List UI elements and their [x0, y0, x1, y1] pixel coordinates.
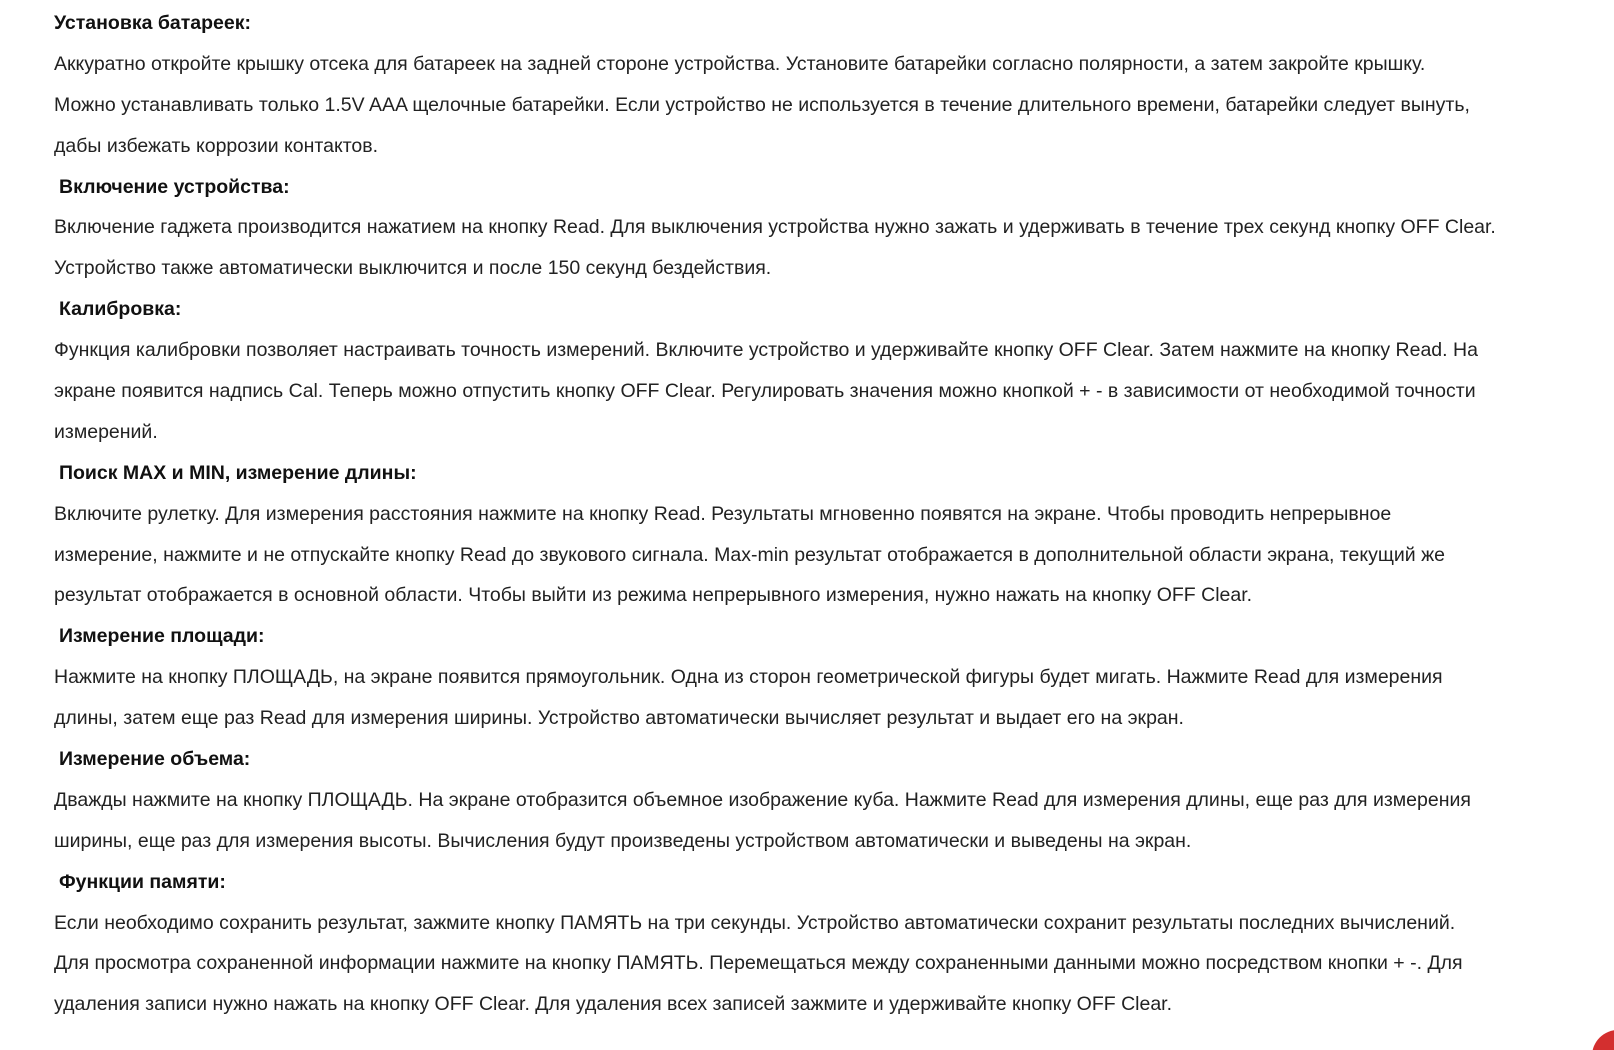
- section-heading: Установка батареек:: [54, 12, 251, 34]
- paragraph-line: Устройство также автоматически выключится и после 150 секунд бездействия.: [54, 257, 772, 280]
- paragraph-line: Дважды нажмите на кнопку ПЛОЩАДЬ. На экране отобразится объемное изображение куба. Нажмите Read для измерения длины, еще раз для измерения: [54, 788, 1471, 811]
- paragraph-line: Включение гаджета производится нажатием на кнопку Read. Для выключения устройства нужно зажать и удерживать в течение трех секунд кнопку OFF Clear.: [54, 216, 1496, 239]
- section-area-measurement: [54, 616, 1614, 739]
- paragraph-line: удаления записи нужно нажать на кнопку OFF Clear. Для удаления всех записей зажмите и удерживайте кнопку OFF Clear.: [54, 993, 1173, 1016]
- section-power-on: [54, 167, 1614, 290]
- paragraph-line: Аккуратно откройте крышку отсека для батареек на задней стороне устройства. Установите батарейки согласно полярности, а затем закройте крышку.: [54, 52, 1426, 75]
- paragraph-line: экране появится надпись Cal. Теперь можно отпустить кнопку OFF Clear. Регулировать значения можно кнопкой + - в зависимости от необходимой точности: [54, 380, 1476, 403]
- section-heading: Включение устройства:: [59, 175, 290, 198]
- section-heading: Измерение объема:: [59, 748, 251, 771]
- section-battery-install: [54, 3, 1614, 167]
- section-memory-functions: [54, 862, 1614, 1026]
- paragraph-line: Включите рулетку. Для измерения расстояния нажмите на кнопку Read. Результаты мгновенно появятся на экране. Чтобы проводить непрерывное: [54, 502, 1392, 525]
- section-calibration: [54, 289, 1614, 453]
- section-heading: Поиск MAX и MIN, измерение длины:: [59, 461, 417, 484]
- paragraph-line: измерение, нажмите и не отпускайте кнопку Read до звукового сигнала. Max-min результат отображается в дополнительной области экрана, текущий же: [54, 543, 1446, 566]
- section-heading: Измерение площади:: [59, 625, 265, 648]
- paragraph-line: Для просмотра сохраненной информации нажмите на кнопку ПАМЯТЬ. Перемещаться между сохраненными данными можно посредством кнопки + -. Для: [54, 952, 1463, 975]
- paragraph-line: Нажмите на кнопку ПЛОЩАДЬ, на экране появится прямоугольник. Одна из сторон геометрической фигуры будет мигать. Нажмите Read для измерения: [54, 666, 1443, 689]
- section-max-min-length: [54, 453, 1614, 617]
- paragraph-line: результат отображается в основной области. Чтобы выйти из режима непрерывного измерения, нужно нажать на кнопку OFF Clear.: [54, 584, 1253, 607]
- section-heading: Функции памяти:: [59, 870, 226, 893]
- paragraph-line: дабы избежать коррозии контактов.: [54, 134, 379, 157]
- section-heading: Калибровка:: [59, 298, 182, 321]
- paragraph-line: длины, затем еще раз Read для измерения ширины. Устройство автоматически вычисляет результат и выдает его на экран.: [54, 707, 1184, 730]
- paragraph-line: Можно устанавливать только 1.5V AAA щелочные батарейки. Если устройство не используется в течение длительного времени, батарейки следует вынуть,: [54, 93, 1470, 116]
- paragraph-line: Если необходимо сохранить результат, зажмите кнопку ПАМЯТЬ на три секунды. Устройство автоматически сохранит результаты последних вычислений.: [54, 911, 1456, 934]
- corner-accent-icon: [1568, 1020, 1614, 1050]
- paragraph-line: Функция калибровки позволяет настраивать точность измерений. Включите устройство и удерживайте кнопку OFF Clear. Затем нажмите на кнопку Read. На: [54, 339, 1478, 362]
- instruction-document: [54, 0, 1614, 1025]
- section-volume-measurement: [54, 739, 1614, 862]
- paragraph-line: ширины, еще раз для измерения высоты. Вычисления будут произведены устройством автоматически и выведены на экран.: [54, 829, 1192, 852]
- paragraph-line: измерений.: [54, 420, 158, 443]
